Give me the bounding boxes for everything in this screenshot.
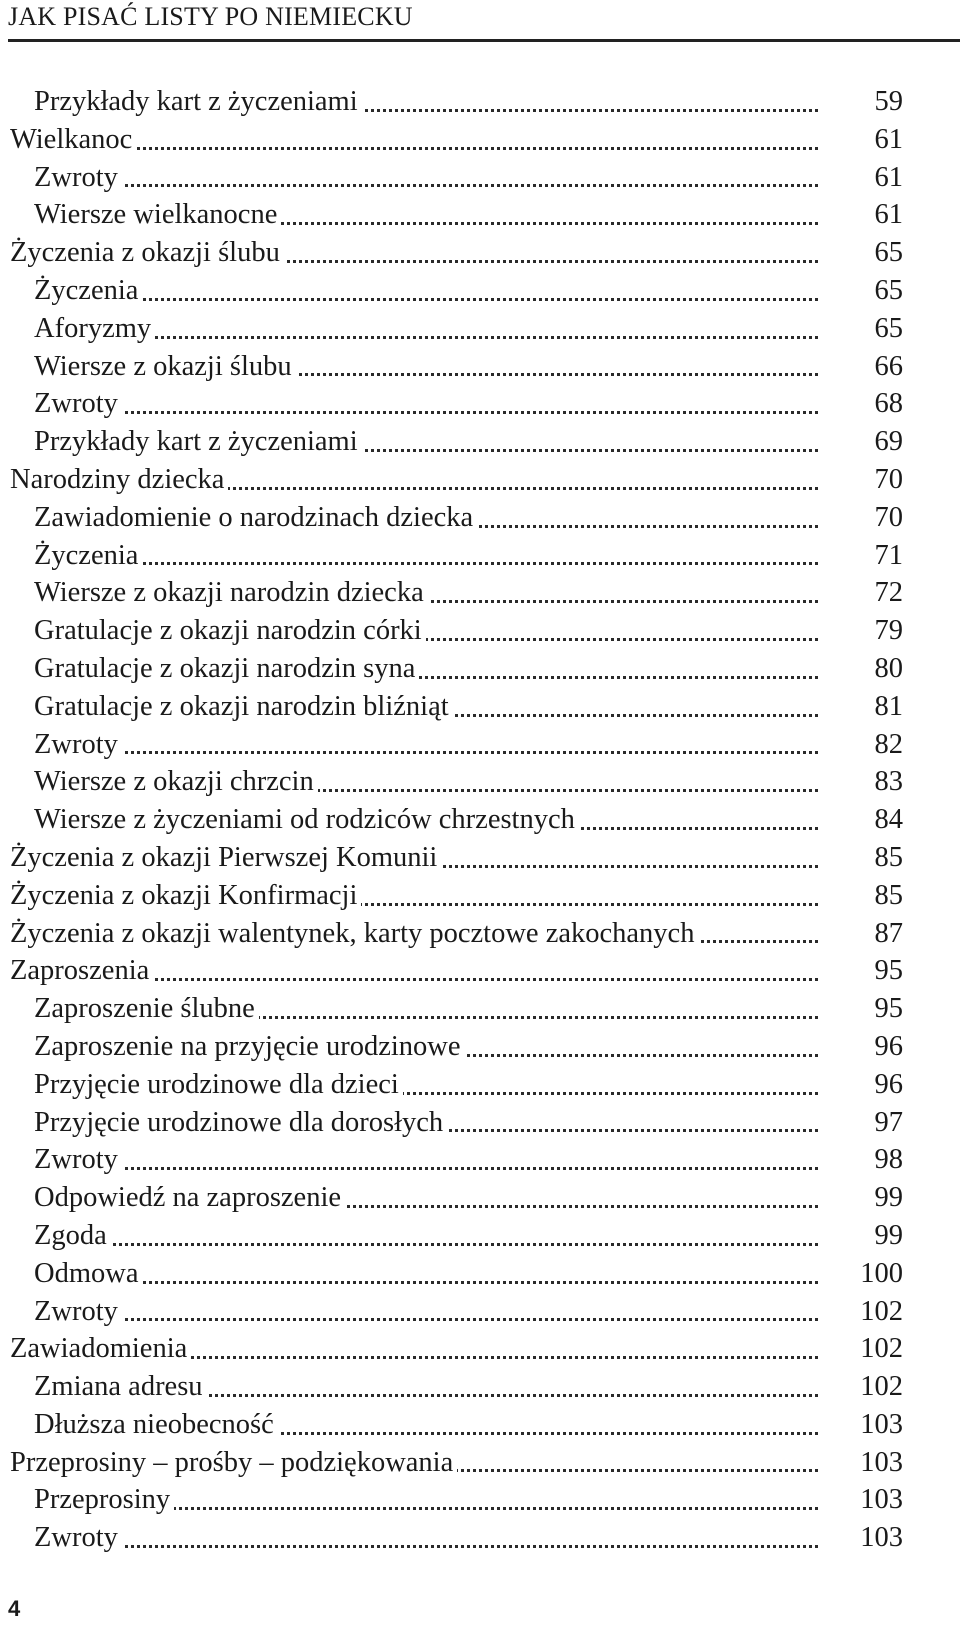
toc-entry-page: 102 <box>860 1295 903 1327</box>
toc-entry-page: 61 <box>874 123 903 155</box>
toc-entry <box>10 877 903 915</box>
toc-entry <box>10 801 903 839</box>
toc-entry-title-wrap <box>34 1293 818 1331</box>
toc-entry-page: 65 <box>874 312 903 344</box>
toc-entry <box>10 1368 903 1406</box>
toc-entry-title: Zwroty <box>34 388 122 419</box>
toc-entry-page: 70 <box>874 463 903 495</box>
toc-entry-title: Przyjęcie urodzinowe dla dzieci <box>34 1069 403 1100</box>
toc-entry-title-wrap <box>34 1481 818 1519</box>
toc-entry <box>10 915 903 953</box>
toc-entry-title: Odpowiedź na zaproszenie <box>34 1182 345 1213</box>
toc-entry-title: Wielkanoc <box>10 124 136 155</box>
toc-entry-title: Życzenia <box>34 540 142 571</box>
toc-entry <box>10 1406 903 1444</box>
toc-entry-page: 103 <box>860 1522 903 1554</box>
toc-entry-title-wrap <box>34 272 818 310</box>
toc-entry-title-wrap <box>34 612 818 650</box>
toc-entry <box>10 159 903 197</box>
toc-entry <box>10 234 903 272</box>
toc-entry-page: 71 <box>874 539 903 571</box>
toc-entry-title: Życzenia z okazji walentynek, karty pocztowe zakochanych <box>10 918 698 949</box>
toc-entry <box>10 1519 903 1557</box>
toc-entry <box>10 688 903 726</box>
toc-entry-title: Wiersze wielkanocne <box>34 199 281 230</box>
toc-entry-title: Życzenia z okazji Pierwszej Komunii <box>10 842 441 873</box>
toc-entry-title-wrap <box>34 1217 818 1255</box>
toc-entry <box>10 839 903 877</box>
toc-entry-page: 83 <box>874 766 903 798</box>
toc-entry-page: 61 <box>874 199 903 231</box>
toc-entry-page: 85 <box>874 841 903 873</box>
toc-entry-title: Zwroty <box>34 162 122 193</box>
toc-entry <box>10 537 903 575</box>
toc-entry <box>10 1293 903 1331</box>
toc-entry-page: 70 <box>874 501 903 533</box>
dot-leader <box>34 411 818 414</box>
toc-entry <box>10 196 903 234</box>
toc-entry-page: 102 <box>860 1371 903 1403</box>
toc-entry-title: Zwroty <box>34 1296 122 1327</box>
toc-entry <box>10 1444 903 1482</box>
toc-entry-page: 99 <box>874 1219 903 1251</box>
toc-entry-title: Życzenia z okazji ślubu <box>10 237 284 268</box>
toc-entry <box>10 952 903 990</box>
toc-entry-title-wrap <box>34 1406 818 1444</box>
toc-entry-page: 87 <box>874 917 903 949</box>
toc-entry-title: Narodziny dziecka <box>10 464 228 495</box>
toc-entry-page: 103 <box>860 1408 903 1440</box>
toc-entry <box>10 763 903 801</box>
toc-entry-title-wrap <box>34 1066 818 1104</box>
dot-leader <box>34 1318 818 1321</box>
toc-entry-title: Gratulacje z okazji narodzin syna <box>34 653 419 684</box>
toc-entry-title-wrap <box>34 423 818 461</box>
toc-entry <box>10 1255 903 1293</box>
toc-entry-title: Przykłady kart z życzeniami <box>34 426 362 457</box>
toc-entry-title: Zaproszenia <box>10 955 153 986</box>
toc-entry-title-wrap <box>34 159 818 197</box>
toc-entry-title-wrap <box>10 1330 818 1368</box>
page-number: 4 <box>8 1596 21 1621</box>
toc-entry-title: Przykłady kart z życzeniami <box>34 86 362 117</box>
toc-entry-page: 100 <box>860 1257 903 1289</box>
toc-entry-page: 79 <box>874 615 903 647</box>
toc-entry-title: Wiersze z okazji chrzcin <box>34 766 318 797</box>
toc-entry-title: Zaproszenie na przyjęcie urodzinowe <box>34 1031 465 1062</box>
toc-entry-page: 102 <box>860 1333 903 1365</box>
toc-entry <box>10 423 903 461</box>
toc-entry <box>10 83 903 121</box>
toc-entry <box>10 1179 903 1217</box>
toc-entry-title-wrap <box>34 801 818 839</box>
toc-entry-title: Zaproszenie ślubne <box>34 993 259 1024</box>
toc-entry-page: 98 <box>874 1144 903 1176</box>
toc-entry-title-wrap <box>34 499 818 537</box>
dot-leader <box>34 1167 818 1170</box>
toc-entry-title: Wiersze z okazji narodzin dziecka <box>34 577 428 608</box>
toc-entry-title: Wiersze z okazji ślubu <box>34 351 296 382</box>
dot-leader <box>34 298 818 301</box>
toc-entry-title-wrap <box>34 1368 818 1406</box>
toc-entry-page: 99 <box>874 1182 903 1214</box>
toc-entry-title-wrap <box>34 1179 818 1217</box>
toc-entry <box>10 1141 903 1179</box>
toc-entry-title-wrap <box>34 385 818 423</box>
toc-entry-page: 97 <box>874 1106 903 1138</box>
toc-entry-title-wrap <box>34 348 818 386</box>
toc-entry-title-wrap <box>10 121 818 159</box>
toc-entry-title-wrap <box>10 877 818 915</box>
toc-entry-title: Przeprosiny – prośby – podziękowania <box>10 1447 457 1478</box>
toc-entry-title-wrap <box>34 763 818 801</box>
toc-entry-page: 84 <box>874 804 903 836</box>
toc-entry <box>10 1217 903 1255</box>
toc-entry-title: Przyjęcie urodzinowe dla dorosłych <box>34 1107 447 1138</box>
toc-entry-title-wrap <box>34 726 818 764</box>
toc-entry-page: 59 <box>874 86 903 117</box>
toc-entry-page: 80 <box>874 652 903 684</box>
toc-entry <box>10 1066 903 1104</box>
toc-entry <box>10 385 903 423</box>
toc-entry-page: 81 <box>874 690 903 722</box>
running-title: JAK PISAĆ LISTY PO NIEMIECKU <box>8 2 413 31</box>
toc-entry-title-wrap <box>34 574 818 612</box>
toc-entry-title-wrap <box>10 952 818 990</box>
toc-entry-title-wrap <box>34 1104 818 1142</box>
toc-entry-page: 69 <box>874 426 903 458</box>
toc-entry-page: 103 <box>860 1484 903 1516</box>
toc-entry-page: 95 <box>874 955 903 987</box>
toc-entry-page: 65 <box>874 237 903 269</box>
toc-entry-title-wrap <box>10 1444 818 1482</box>
toc-entry <box>10 348 903 386</box>
dot-leader <box>34 562 818 565</box>
toc-entry-title: Życzenia z okazji Konfirmacji <box>10 880 361 911</box>
toc-entry-title-wrap <box>10 461 818 499</box>
toc-entry-title: Odmowa <box>34 1258 142 1289</box>
toc-entry <box>10 1104 903 1142</box>
toc-entry <box>10 1330 903 1368</box>
toc-entry-title-wrap <box>34 310 818 348</box>
toc-entry-title-wrap <box>34 1255 818 1293</box>
toc-entry-page: 66 <box>874 350 903 382</box>
toc-entry-title: Gratulacje z okazji narodzin córki <box>34 615 426 646</box>
toc-entry-title-wrap <box>34 1141 818 1179</box>
toc-entry-page: 85 <box>874 879 903 911</box>
table-of-contents <box>10 83 903 1557</box>
toc-entry-page: 82 <box>874 728 903 760</box>
toc-entry-title: Zmiana adresu <box>34 1371 207 1402</box>
toc-entry-title-wrap <box>34 83 818 121</box>
toc-entry <box>10 650 903 688</box>
toc-entry-title: Przeprosiny <box>34 1484 174 1515</box>
toc-entry-title-wrap <box>34 650 818 688</box>
toc-entry <box>10 726 903 764</box>
toc-entry-title: Wiersze z życzeniami od rodziców chrzestnych <box>34 804 579 835</box>
toc-entry-title-wrap <box>34 537 818 575</box>
toc-entry-title-wrap <box>34 196 818 234</box>
toc-entry-title: Gratulacje z okazji narodzin bliźniąt <box>34 691 453 722</box>
running-head <box>8 0 960 42</box>
toc-entry-title-wrap <box>10 915 818 953</box>
toc-entry <box>10 310 903 348</box>
toc-entry-title: Zawiadomienie o narodzinach dziecka <box>34 502 477 533</box>
toc-entry-title-wrap <box>34 990 818 1028</box>
toc-entry-page: 65 <box>874 274 903 306</box>
toc-entry <box>10 499 903 537</box>
dot-leader <box>34 751 818 754</box>
toc-entry-page: 96 <box>874 1068 903 1100</box>
toc-entry-title-wrap <box>10 839 818 877</box>
toc-entry-title-wrap <box>10 234 818 272</box>
toc-entry <box>10 272 903 310</box>
toc-entry <box>10 121 903 159</box>
toc-entry-page: 103 <box>860 1446 903 1478</box>
toc-entry-title: Dłuższa nieobecność <box>34 1409 278 1440</box>
toc-entry-title: Życzenia <box>34 275 142 306</box>
toc-entry <box>10 990 903 1028</box>
toc-entry-title: Zwroty <box>34 1522 122 1553</box>
toc-entry-page: 72 <box>874 577 903 609</box>
toc-entry-title-wrap <box>34 1028 818 1066</box>
dot-leader <box>34 1545 818 1548</box>
dot-leader <box>34 184 818 187</box>
toc-entry-title: Zawiadomienia <box>10 1333 191 1364</box>
toc-entry-page: 96 <box>874 1030 903 1062</box>
dot-leader <box>34 1243 818 1246</box>
toc-entry-title: Aforyzmy <box>34 313 155 344</box>
toc-entry <box>10 574 903 612</box>
toc-entry-title: Zwroty <box>34 729 122 760</box>
toc-entry-title: Zgoda <box>34 1220 111 1251</box>
toc-entry-title: Zwroty <box>34 1144 122 1175</box>
toc-entry <box>10 612 903 650</box>
toc-entry-page: 95 <box>874 993 903 1025</box>
toc-entry-title-wrap <box>34 688 818 726</box>
toc-entry <box>10 1481 903 1519</box>
toc-entry-title-wrap <box>34 1519 818 1557</box>
dot-leader <box>34 1281 818 1284</box>
toc-entry <box>10 1028 903 1066</box>
toc-entry-page: 68 <box>874 388 903 420</box>
toc-entry <box>10 461 903 499</box>
toc-entry-page: 61 <box>874 161 903 193</box>
